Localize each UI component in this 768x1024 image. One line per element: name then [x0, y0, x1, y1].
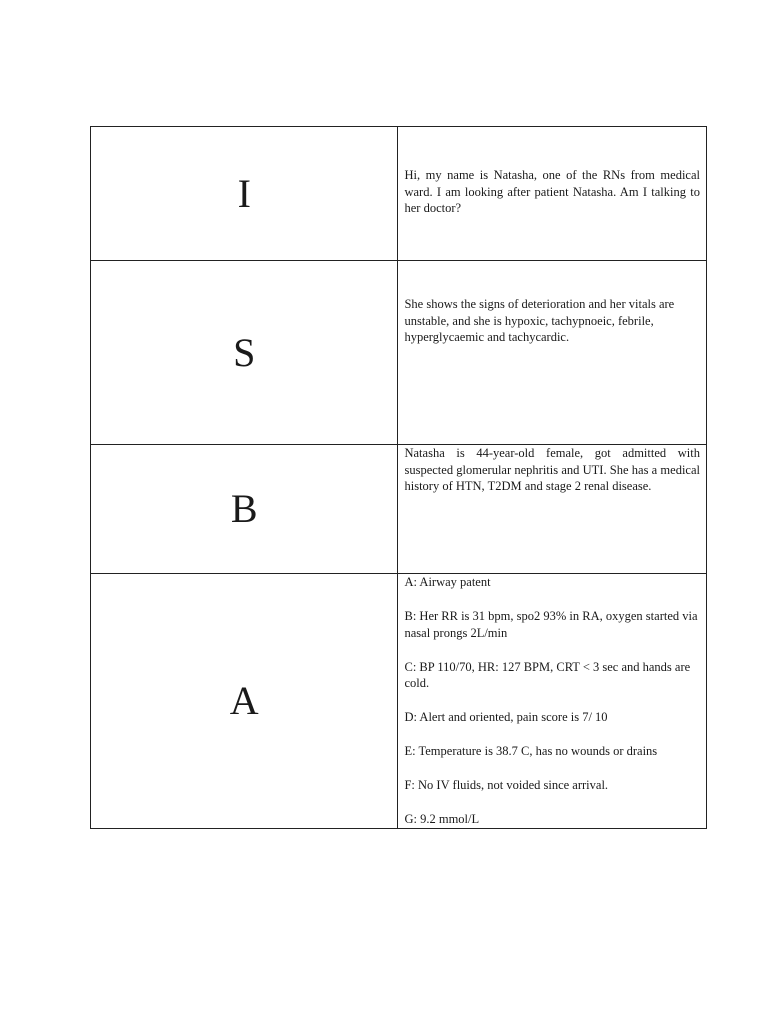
letter-cell-s: S — [91, 261, 398, 445]
table-row-assessment — [91, 574, 707, 829]
assessment-item-airway: A: Airway patent — [404, 575, 491, 589]
table-row-background — [91, 445, 707, 574]
text-cell-b — [398, 445, 707, 574]
text-cell-i — [398, 127, 707, 261]
assessment-item-breathing: B: Her RR is 31 bpm, spo2 93% in RA, oxygen started via nasal prongs 2L/min — [404, 609, 698, 640]
assessment-item-exposure: E: Temperature is 38.7 C, has no wounds or drains — [404, 744, 658, 758]
letter-cell-b: B — [91, 445, 398, 574]
letter-cell-a: A — [91, 574, 398, 829]
text-cell-a — [398, 574, 707, 829]
assessment-item-circulation: C: BP 110/70, HR: 127 BPM, CRT < 3 sec and hands are cold. — [404, 659, 691, 690]
identify-text: Hi, my name is Natasha, one of the RNs from medical ward. I am looking after patient Natasha. Am I talking to her doctor? — [404, 168, 700, 215]
assessment-item-glucose: G: 9.2 mmol/L — [404, 812, 480, 826]
text-cell-s — [398, 261, 707, 445]
letter-cell-i: I — [91, 127, 398, 261]
background-text: Natasha is 44-year-old female, got admitted with suspected glomerular nephritis and UTI. She has a medical history of HTN, T2DM and stage 2 renal disease. — [404, 446, 700, 493]
assessment-item-fluids: F: No IV fluids, not voided since arrival. — [404, 778, 609, 792]
table-row-situation — [91, 261, 707, 445]
isbar-table — [90, 126, 707, 829]
table-row-identify — [91, 127, 707, 261]
assessment-item-disability: D: Alert and oriented, pain score is 7/ 10 — [404, 710, 608, 724]
situation-text: She shows the signs of deterioration and her vitals are unstable, and she is hypoxic, tachypnoeic, febrile, hyperglycaemic and tachycardic. — [404, 297, 675, 344]
